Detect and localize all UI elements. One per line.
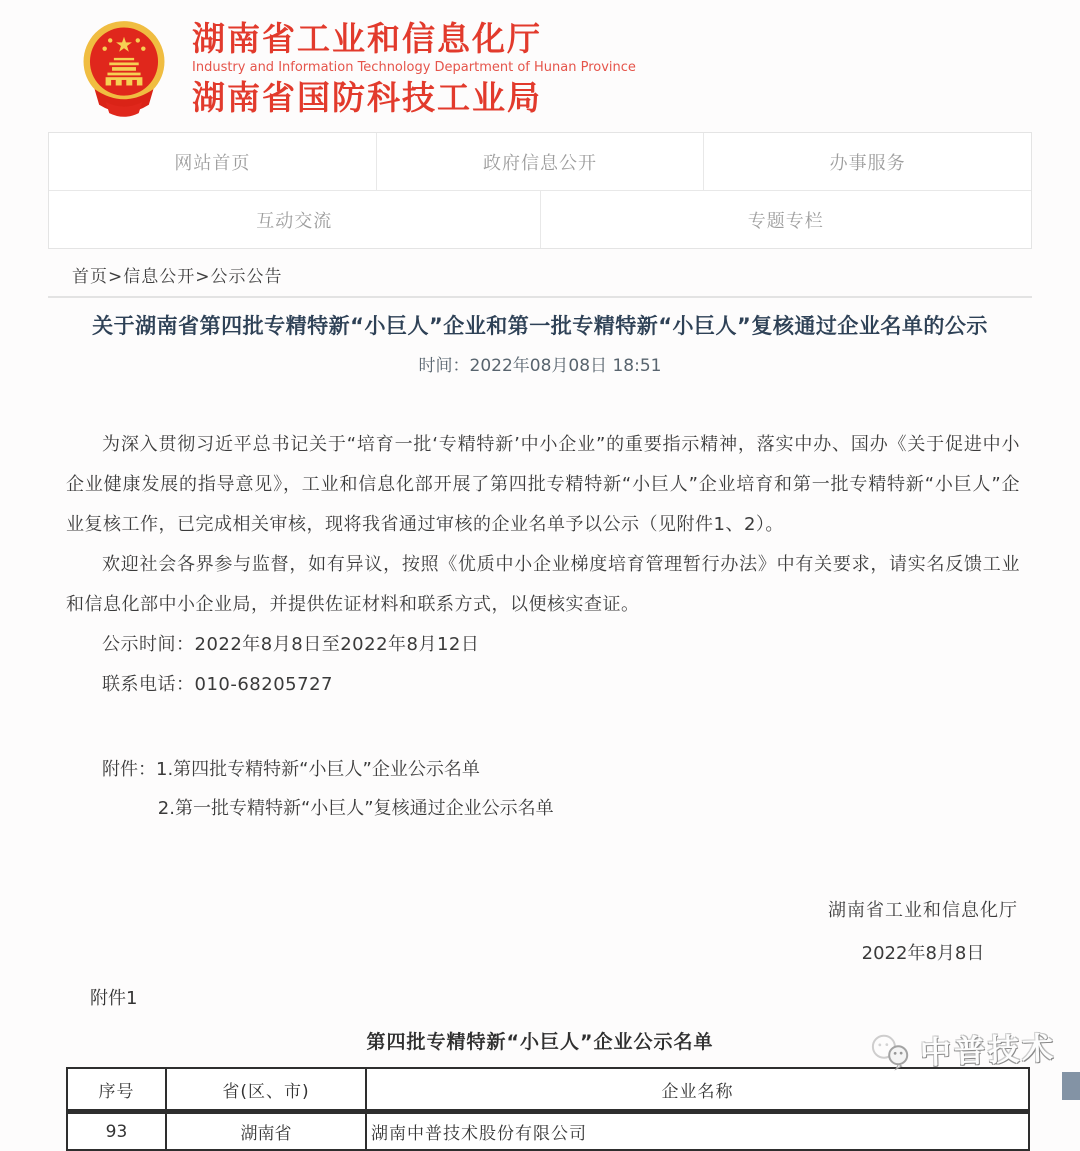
- annex-label: 附件1: [90, 988, 138, 1010]
- breadcrumb-divider: [48, 296, 1032, 298]
- attachments-list: [48, 751, 1032, 828]
- org-name-en: Industry and Information Technology Department of Hunan Province: [192, 60, 636, 75]
- signature-org: 湖南省工业和信息化厅: [828, 900, 1018, 922]
- annex-table: [66, 1067, 1030, 1151]
- cell-company: 湖南中普技术股份有限公司: [366, 1112, 1029, 1151]
- nav-item-special-topics[interactable]: 专题专栏: [540, 191, 1032, 248]
- site-header: [0, 0, 1080, 132]
- signature-block: [48, 896, 1032, 965]
- nav-row-2: [49, 190, 1031, 248]
- table-header-province: 省(区、市): [166, 1068, 366, 1112]
- watermark-text: 中普技术: [919, 1030, 1057, 1072]
- national-emblem-icon: [78, 16, 170, 120]
- page-title: 关于湖南省第四批专精特新“小巨人”企业和第一批专精特新“小巨人”复核通过企业名单的公示: [92, 314, 988, 338]
- table-header-seq: 序号: [67, 1068, 166, 1112]
- nav-item-interaction[interactable]: 互动交流: [256, 210, 333, 232]
- signature-date: 2022年8月8日: [861, 943, 985, 965]
- nav-item-gov-info[interactable]: 政府信息公开: [376, 133, 704, 190]
- publish-time: 时间：2022年08月08日 18:51: [418, 356, 662, 377]
- paragraph-contact-phone: 联系电话：010-68205727: [102, 674, 333, 696]
- nav-row-1: [49, 133, 1031, 190]
- paragraph-supervision: 欢迎社会各界参与监督，如有异议，按照《优质中小企业梯度培育管理暂行办法》中有关要求，请实名反馈工业和信息化部中小企业局，并提供佐证材料和联系方式，以便核实查证。: [66, 554, 1020, 616]
- cell-province: 湖南省: [166, 1112, 366, 1151]
- attachment-item-2: 2.第一批专精特新“小巨人”复核通过企业公示名单: [157, 798, 554, 820]
- cell-seq: 93: [67, 1112, 166, 1151]
- org-name-cn-2: 湖南省国防科技工业局: [192, 78, 542, 117]
- table-header-company: 企业名称: [366, 1068, 1029, 1112]
- table-header-row: [67, 1068, 1029, 1112]
- attachment-item-1: 附件：1.第四批专精特新“小巨人”企业公示名单: [102, 759, 480, 781]
- paragraph-publicity-period: 公示时间：2022年8月8日至2022年8月12日: [102, 634, 480, 656]
- nav-item-services[interactable]: 办事服务: [703, 133, 1031, 190]
- main-nav: [48, 132, 1032, 249]
- article-body: [48, 425, 1032, 705]
- paragraph-intro: 为深入贯彻习近平总书记关于“培育一批‘专精特新’中小企业”的重要指示精神，落实中办、国办《关于促进中小企业健康发展的指导意见》，工业和信息化部开展了第四批专精特新“小巨人”企业培育和第一批专精特新“小巨人”企业复核工作，已完成相关审核，现将我省通过审核的企业名单予以公示（见附件1、2）。: [66, 434, 1020, 536]
- table-row: [67, 1112, 1029, 1151]
- annex-table-title: 第四批专精特新“小巨人”企业公示名单: [366, 1031, 714, 1054]
- breadcrumb[interactable]: 首页>信息公开>公示公告: [72, 267, 283, 287]
- corner-block: [1062, 1072, 1080, 1100]
- org-name-cn-1: 湖南省工业和信息化厅: [192, 19, 542, 58]
- org-names: [192, 19, 636, 117]
- nav-item-home[interactable]: 网站首页: [174, 152, 251, 174]
